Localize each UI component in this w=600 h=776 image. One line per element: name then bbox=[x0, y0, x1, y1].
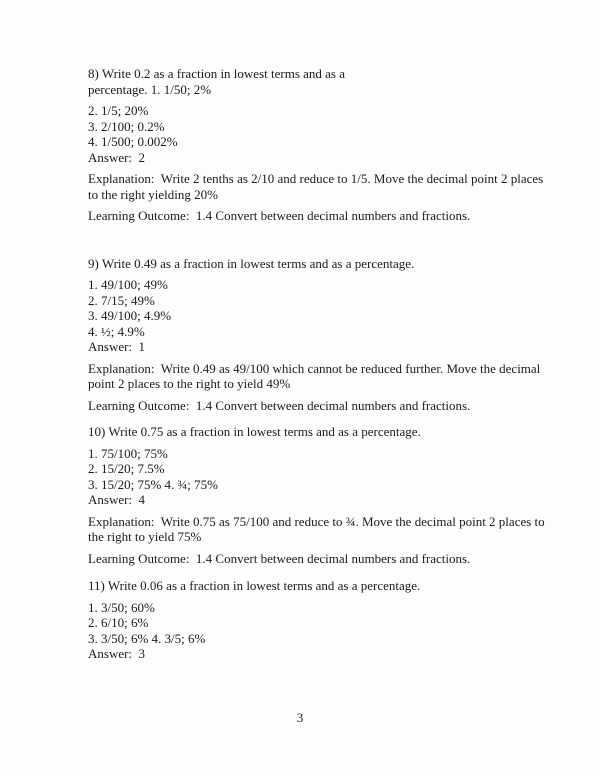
option-line: 2. 6/10; 6% bbox=[88, 615, 149, 630]
option-line: 2. 15/20; 7.5% bbox=[88, 461, 165, 476]
explanation bbox=[88, 171, 544, 202]
option-line: 1. 49/100; 49% bbox=[88, 277, 168, 292]
document-content bbox=[88, 66, 545, 668]
question-block-8 bbox=[88, 66, 544, 224]
question-heading bbox=[88, 578, 518, 594]
learning-outcome bbox=[88, 551, 518, 567]
option-line: 2. 1/5; 20% bbox=[88, 103, 149, 118]
option-line: 3. 2/100; 0.2% bbox=[88, 118, 165, 134]
answer-options bbox=[88, 103, 518, 165]
question-block-11 bbox=[88, 578, 518, 662]
text-line: 10) Write 0.75 as a fraction in lowest terms and as a percentage. bbox=[88, 424, 421, 439]
answer-line: Answer: 4 bbox=[88, 492, 146, 507]
text-line: 11) Write 0.06 as a fraction in lowest terms and as a percentage. bbox=[88, 578, 421, 593]
text-line: Learning Outcome: 1.4 Convert between decimal numbers and fractions. bbox=[88, 550, 471, 566]
text-line: point 2 places to the right to yield 49% bbox=[88, 376, 291, 391]
option-line: 1. 3/50; 60% bbox=[88, 599, 155, 615]
learning-outcome bbox=[88, 398, 518, 414]
text-line: percentage. 1. 1/50; 2% bbox=[88, 81, 212, 97]
answer-options bbox=[88, 446, 518, 508]
text-line: the right to yield 75% bbox=[88, 529, 202, 544]
option-line: 3. 15/20; 75% 4. ¾; 75% bbox=[88, 476, 218, 492]
text-line: 8) Write 0.2 as a fraction in lowest terms and as a bbox=[88, 66, 345, 81]
option-line: 4. ½; 4.9% bbox=[88, 323, 145, 339]
option-line: 4. 1/500; 0.002% bbox=[88, 134, 178, 149]
text-line: Explanation: Write 2 tenths as 2/10 and reduce to 1/5. Move the decimal point 2 places bbox=[88, 171, 544, 186]
explanation bbox=[88, 513, 545, 545]
text-line: Explanation: Write 0.75 as 75/100 and reduce to ¾. Move the decimal point 2 places to bbox=[88, 513, 545, 529]
answer-options bbox=[88, 600, 518, 662]
question-block-9 bbox=[88, 255, 541, 414]
option-line: 3. 3/50; 6% 4. 3/5; 6% bbox=[88, 630, 206, 646]
text-line: 9) Write 0.49 as a fraction in lowest terms and as a percentage. bbox=[88, 255, 415, 271]
text-line: Learning Outcome: 1.4 Convert between decimal numbers and fractions. bbox=[88, 397, 471, 413]
question-block-10 bbox=[88, 424, 545, 566]
text-line: Learning Outcome: 1.4 Convert between decimal numbers and fractions. bbox=[88, 208, 471, 223]
learning-outcome bbox=[88, 208, 518, 224]
question-heading bbox=[88, 66, 518, 97]
option-line: 2. 7/15; 49% bbox=[88, 292, 155, 308]
answer-line: Answer: 1 bbox=[88, 339, 146, 354]
option-line: 3. 49/100; 4.9% bbox=[88, 308, 172, 323]
question-heading bbox=[88, 424, 518, 440]
page-number: 3 bbox=[296, 710, 304, 725]
answer-line: Answer: 3 bbox=[88, 646, 146, 661]
text-line: Explanation: Write 0.49 as 49/100 which cannot be reduced further. Move the decimal bbox=[88, 360, 541, 376]
text-line: to the right yielding 20% bbox=[88, 186, 218, 202]
explanation bbox=[88, 360, 541, 392]
answer-line: Answer: 2 bbox=[88, 149, 146, 165]
option-line: 1. 75/100; 75% bbox=[88, 445, 168, 461]
question-heading bbox=[88, 256, 518, 272]
answer-options bbox=[88, 277, 518, 355]
